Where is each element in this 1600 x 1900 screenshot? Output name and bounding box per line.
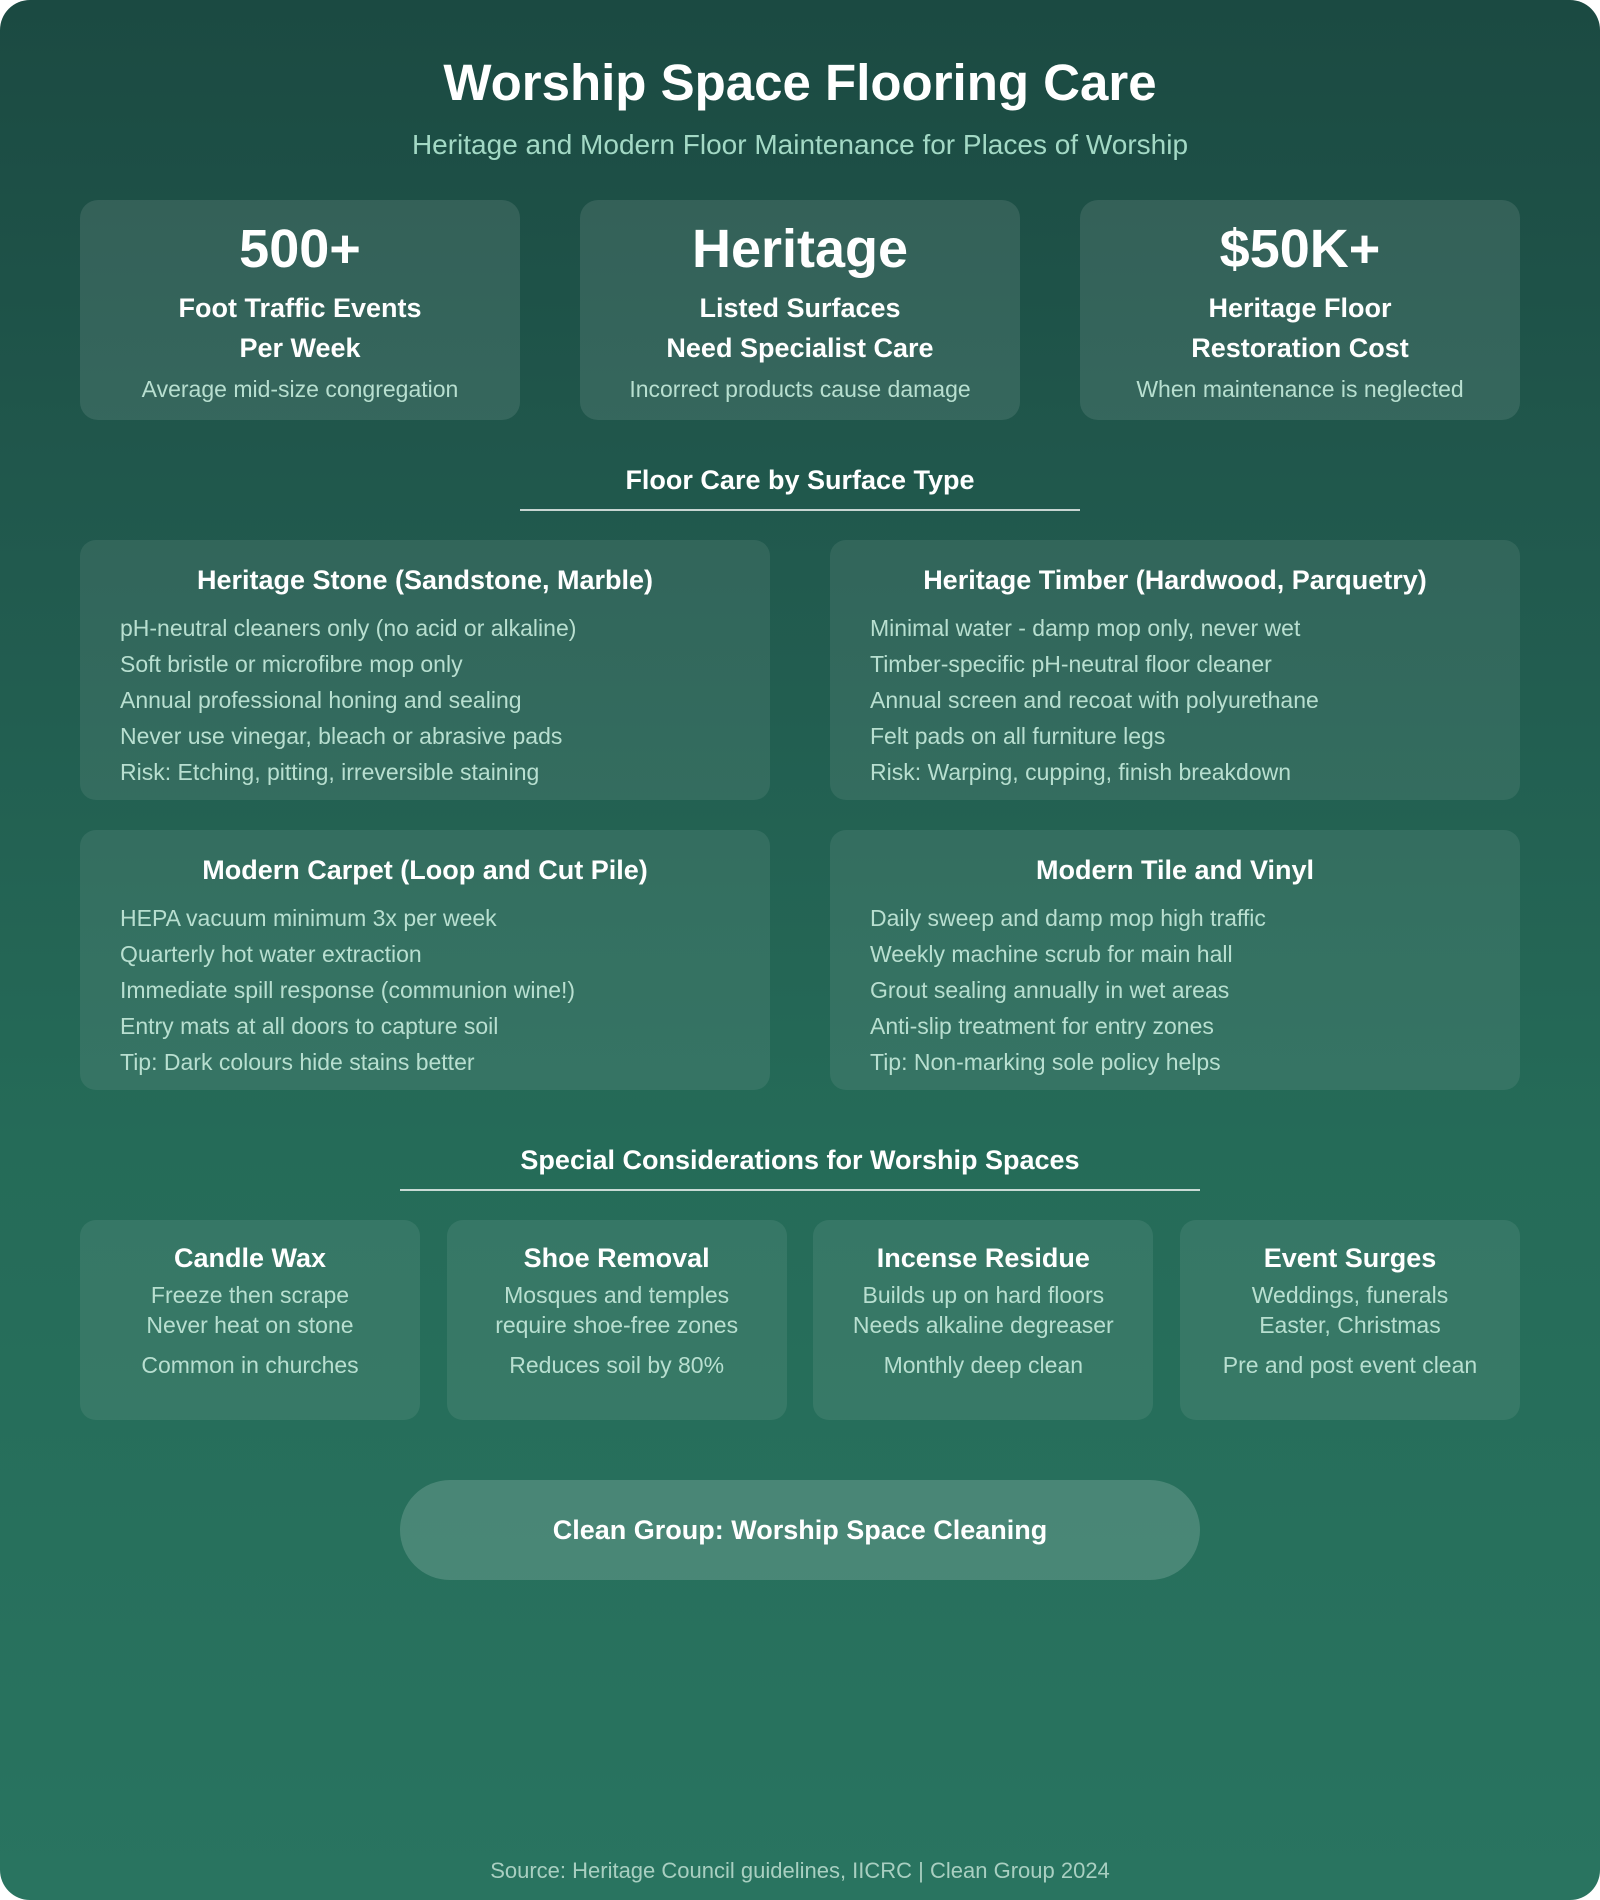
consideration-title: Event Surges [1263,1243,1437,1273]
consideration-card-incense-residue [813,1220,1153,1420]
surface-card-title: Modern Carpet (Loop and Cut Pile) [202,855,648,885]
header [0,0,1600,162]
section-divider [520,509,1080,511]
consideration-title: Incense Residue [876,1243,1090,1273]
considerations-row [80,1220,1520,1420]
stat-value: 500+ [239,219,361,279]
list-item: Soft bristle or microfibre mop only [120,651,463,677]
stat-label: Heritage Floor Restoration Cost [1191,293,1409,363]
surface-care-list [120,900,730,1080]
consideration-card-shoe-removal [447,1220,787,1420]
list-item: Immediate spill response (communion wine!) [120,977,576,1003]
stat-note: Average mid-size congregation [141,376,459,402]
consideration-description: Freeze then scrape Never heat on stone [146,1282,354,1338]
stat-label: Listed Surfaces Need Specialist Care [666,293,934,363]
list-item: Risk: Etching, pitting, irreversible staining [120,759,540,785]
surface-card-title: Heritage Stone (Sandstone, Marble) [196,565,654,595]
surface-cards-grid [80,540,1520,1090]
list-item: Felt pads on all furniture legs [870,723,1166,749]
list-item: Weekly machine scrub for main hall [870,941,1233,967]
consideration-note: Common in churches [141,1352,359,1378]
consideration-note: Reduces soil by 80% [509,1352,725,1378]
surface-section-heading [0,463,1600,511]
surface-care-list [870,610,1480,790]
surface-card-title: Modern Tile and Vinyl [1035,855,1315,885]
surface-card-heritage-stone [80,540,770,800]
list-item: Anti-slip treatment for entry zones [870,1013,1214,1039]
stat-card-restoration-cost [1080,200,1520,420]
list-item: Minimal water - damp mop only, never wet [870,615,1301,641]
list-item: Never use vinegar, bleach or abrasive pads [120,723,563,749]
stat-card-foot-traffic [80,200,520,420]
consideration-note: Pre and post event clean [1222,1352,1478,1378]
section-title: Floor Care by Surface Type [625,465,975,495]
consideration-description: Weddings, funerals Easter, Christmas [1251,1282,1449,1338]
cta-button[interactable]: Clean Group: Worship Space Cleaning [400,1480,1200,1580]
surface-card-modern-carpet [80,830,770,1090]
surface-care-list [120,610,730,790]
section-divider [400,1189,1200,1191]
consideration-card-candle-wax [80,1220,420,1420]
stat-note: When maintenance is neglected [1136,376,1464,402]
stat-note: Incorrect products cause damage [629,376,971,402]
surface-card-heritage-timber [830,540,1520,800]
stat-card-heritage [580,200,1020,420]
source-footer: Source: Heritage Council guidelines, IICRC | Clean Group 2024 [490,1858,1110,1883]
list-item: Annual screen and recoat with polyurethane [870,687,1319,713]
list-item: Tip: Dark colours hide stains better [120,1049,475,1075]
consideration-description: Mosques and temples require shoe-free zones [495,1282,739,1338]
list-item: Daily sweep and damp mop high traffic [870,905,1266,931]
surface-card-modern-tile-vinyl [830,830,1520,1090]
considerations-section-heading [0,1143,1600,1191]
surface-care-list [870,900,1480,1080]
list-item: Timber-specific pH-neutral floor cleaner [870,651,1272,677]
stat-value: $50K+ [1219,219,1381,279]
surface-card-title: Heritage Timber (Hardwood, Parquetry) [923,565,1427,595]
list-item: Quarterly hot water extraction [120,941,422,967]
page-title: Worship Space Flooring Care [443,54,1157,111]
list-item: HEPA vacuum minimum 3x per week [120,905,497,931]
stat-value: Heritage [691,219,909,279]
page-subtitle: Heritage and Modern Floor Maintenance for Places of Worship [411,129,1189,160]
stat-label: Foot Traffic Events Per Week [178,293,422,363]
consideration-title: Shoe Removal [523,1243,710,1273]
list-item: Risk: Warping, cupping, finish breakdown [870,759,1292,785]
consideration-card-event-surges [1180,1220,1520,1420]
consideration-note: Monthly deep clean [883,1352,1084,1378]
list-item: Tip: Non-marking sole policy helps [870,1049,1221,1075]
consideration-title: Candle Wax [173,1243,327,1273]
list-item: Annual professional honing and sealing [120,687,522,713]
list-item: pH-neutral cleaners only (no acid or alkaline) [120,615,577,641]
stats-row [80,200,1520,420]
consideration-description: Builds up on hard floors Needs alkaline degreaser [852,1282,1114,1338]
list-item: Grout sealing annually in wet areas [870,977,1230,1003]
section-title: Special Considerations for Worship Spaces [520,1145,1080,1175]
list-item: Entry mats at all doors to capture soil [120,1013,499,1039]
